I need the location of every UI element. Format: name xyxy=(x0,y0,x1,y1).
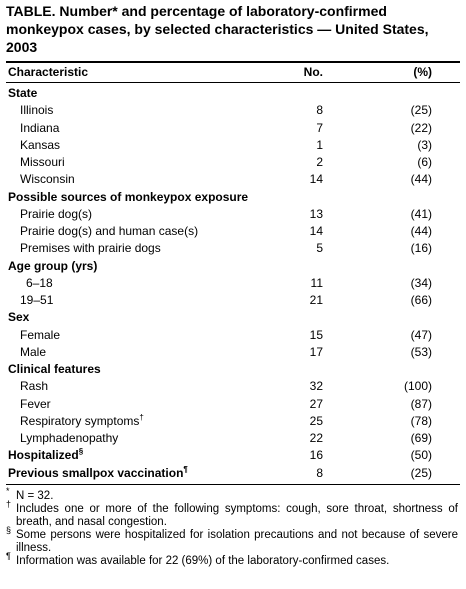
cell-percent: (69) xyxy=(410,431,432,445)
row-label xyxy=(20,413,144,430)
cell-percent: (16) xyxy=(410,241,432,256)
row-label-text: Fever xyxy=(20,396,51,411)
header-number: No. xyxy=(303,65,323,79)
cell-percent: (34) xyxy=(410,275,432,290)
cell-number: 22 xyxy=(309,431,323,445)
footnote-text: Includes one or more of the following symptoms: cough, sore throat, shortness of breath, and nasal congestion. xyxy=(16,503,458,528)
table-title: TABLE. Number* and percentage of laboratory-confirmed monkeypox cases, by selected characteristics — United States, 2003 xyxy=(6,3,429,55)
row-label-text: Hospitalized xyxy=(8,448,79,463)
row-label xyxy=(20,344,46,361)
bottom-rule xyxy=(6,484,460,485)
row-label-text: Previous smallpox vaccination xyxy=(8,465,184,480)
section-row xyxy=(0,309,466,326)
cell-number: 14 xyxy=(309,172,323,187)
cell-number: 7 xyxy=(316,120,323,135)
row-label-text: Clinical features xyxy=(8,362,101,376)
footnote-mark: † xyxy=(6,499,12,509)
row-label-text: Rash xyxy=(20,379,49,394)
row-label-text: Premises with prairie dogs xyxy=(20,241,161,256)
cell-percent: (44) xyxy=(410,224,432,238)
cell-percent: (53) xyxy=(410,344,432,359)
row-label-text: Respiratory symptoms xyxy=(20,413,140,428)
section-row xyxy=(0,361,466,378)
table-row xyxy=(0,292,466,309)
cell-number: 32 xyxy=(309,379,323,394)
cell-percent: (25) xyxy=(410,465,432,480)
cell-percent: (44) xyxy=(410,172,432,187)
footnote-marker: ¶ xyxy=(183,464,188,474)
row-label-text: Illinois xyxy=(20,103,54,118)
row-label-text: Male xyxy=(20,344,47,359)
cell-percent: (100) xyxy=(403,379,432,394)
row-label-text: Lymphadenopathy xyxy=(20,431,119,445)
cell-percent: (87) xyxy=(410,396,432,411)
cell-number: 14 xyxy=(309,224,323,238)
row-label-text: Sex xyxy=(8,310,30,325)
table-row xyxy=(0,275,466,292)
row-label-text: Kansas xyxy=(20,137,61,152)
footnote-marker: † xyxy=(139,412,144,422)
footnote-text: N = 32. xyxy=(16,490,54,502)
cell-number: 15 xyxy=(309,327,323,342)
row-label xyxy=(20,137,60,154)
row-label-text: Age group (yrs) xyxy=(8,258,98,273)
row-label xyxy=(20,327,60,344)
row-label xyxy=(20,120,59,137)
row-label xyxy=(26,275,53,292)
section-row xyxy=(0,447,466,464)
section-row xyxy=(0,85,466,102)
footnotes xyxy=(6,486,458,568)
row-label-text: Female xyxy=(20,327,61,342)
footnote xyxy=(6,486,458,503)
cell-number: 25 xyxy=(309,413,323,428)
footnote-mark: ¶ xyxy=(6,551,11,561)
cell-number: 8 xyxy=(316,103,323,118)
row-label xyxy=(8,465,188,482)
row-label xyxy=(20,223,198,240)
header-percent: (%) xyxy=(413,65,432,79)
row-label xyxy=(20,154,65,171)
cell-percent: (25) xyxy=(410,103,432,118)
table-row xyxy=(0,430,466,447)
table-row xyxy=(0,137,466,154)
footnote xyxy=(6,551,458,568)
cell-percent: (22) xyxy=(410,120,432,135)
row-label xyxy=(8,309,29,326)
table-row xyxy=(0,154,466,171)
table-row xyxy=(0,120,466,137)
cell-number: 16 xyxy=(309,448,323,463)
cell-number: 2 xyxy=(316,155,323,169)
cell-number: 1 xyxy=(316,137,323,152)
cell-percent: (50) xyxy=(410,448,432,463)
cell-number: 17 xyxy=(309,344,323,359)
row-label xyxy=(20,292,53,309)
row-label xyxy=(20,378,48,395)
row-label xyxy=(8,189,248,206)
footnote-mark: § xyxy=(6,525,12,535)
table-row xyxy=(0,240,466,257)
row-label-text: 6–18 xyxy=(26,275,53,290)
row-label xyxy=(20,171,75,188)
cell-number: 5 xyxy=(316,241,323,256)
cell-percent: (3) xyxy=(417,137,432,152)
row-label-text: State xyxy=(8,86,38,100)
row-label xyxy=(8,258,97,275)
section-row xyxy=(0,189,466,206)
footnote-text: Some persons were hospitalized for isolation precautions and not because of severe illness. xyxy=(16,529,458,554)
row-label-text: Indiana xyxy=(20,120,60,135)
row-label xyxy=(8,361,101,378)
row-label-text: Possible sources of monkeypox exposure xyxy=(8,189,249,204)
row-label-text: Missouri xyxy=(20,155,65,169)
cell-number: 21 xyxy=(309,293,323,307)
row-label xyxy=(20,206,92,223)
row-label xyxy=(20,240,161,257)
section-row xyxy=(0,465,466,482)
row-label-text: Prairie dog(s) and human case(s) xyxy=(20,224,199,238)
cell-number: 27 xyxy=(309,396,323,411)
cell-percent: (78) xyxy=(410,413,432,428)
cell-number: 8 xyxy=(316,465,323,480)
table-row xyxy=(0,223,466,240)
footnote-marker: § xyxy=(78,447,84,457)
cell-percent: (47) xyxy=(410,327,432,342)
row-label xyxy=(20,102,53,119)
footnote-text: Information was available for 22 (69%) of the laboratory-confirmed cases. xyxy=(16,555,390,567)
footnote-mark: * xyxy=(6,486,10,496)
table-row xyxy=(0,378,466,395)
footnote xyxy=(6,499,458,529)
row-label xyxy=(20,430,118,447)
row-label xyxy=(8,85,37,102)
footnote xyxy=(6,525,458,555)
table-row xyxy=(0,413,466,430)
row-label xyxy=(20,396,51,413)
top-rule xyxy=(6,61,460,63)
row-label-text: 19–51 xyxy=(20,293,54,307)
table-row xyxy=(0,396,466,413)
cell-number: 11 xyxy=(310,275,323,290)
cell-percent: (6) xyxy=(417,155,432,169)
cell-percent: (41) xyxy=(410,206,432,221)
header-characteristic: Characteristic xyxy=(8,65,89,79)
section-row xyxy=(0,258,466,275)
table-row xyxy=(0,206,466,223)
table-row xyxy=(0,327,466,344)
row-label-text: Wisconsin xyxy=(20,172,75,187)
cell-number: 13 xyxy=(309,206,323,221)
table-row xyxy=(0,171,466,188)
cell-percent: (66) xyxy=(410,293,432,307)
row-label-text: Prairie dog(s) xyxy=(20,206,93,221)
row-label xyxy=(8,447,83,464)
header-rule xyxy=(6,82,460,83)
table-row xyxy=(0,344,466,361)
table-row xyxy=(0,102,466,119)
